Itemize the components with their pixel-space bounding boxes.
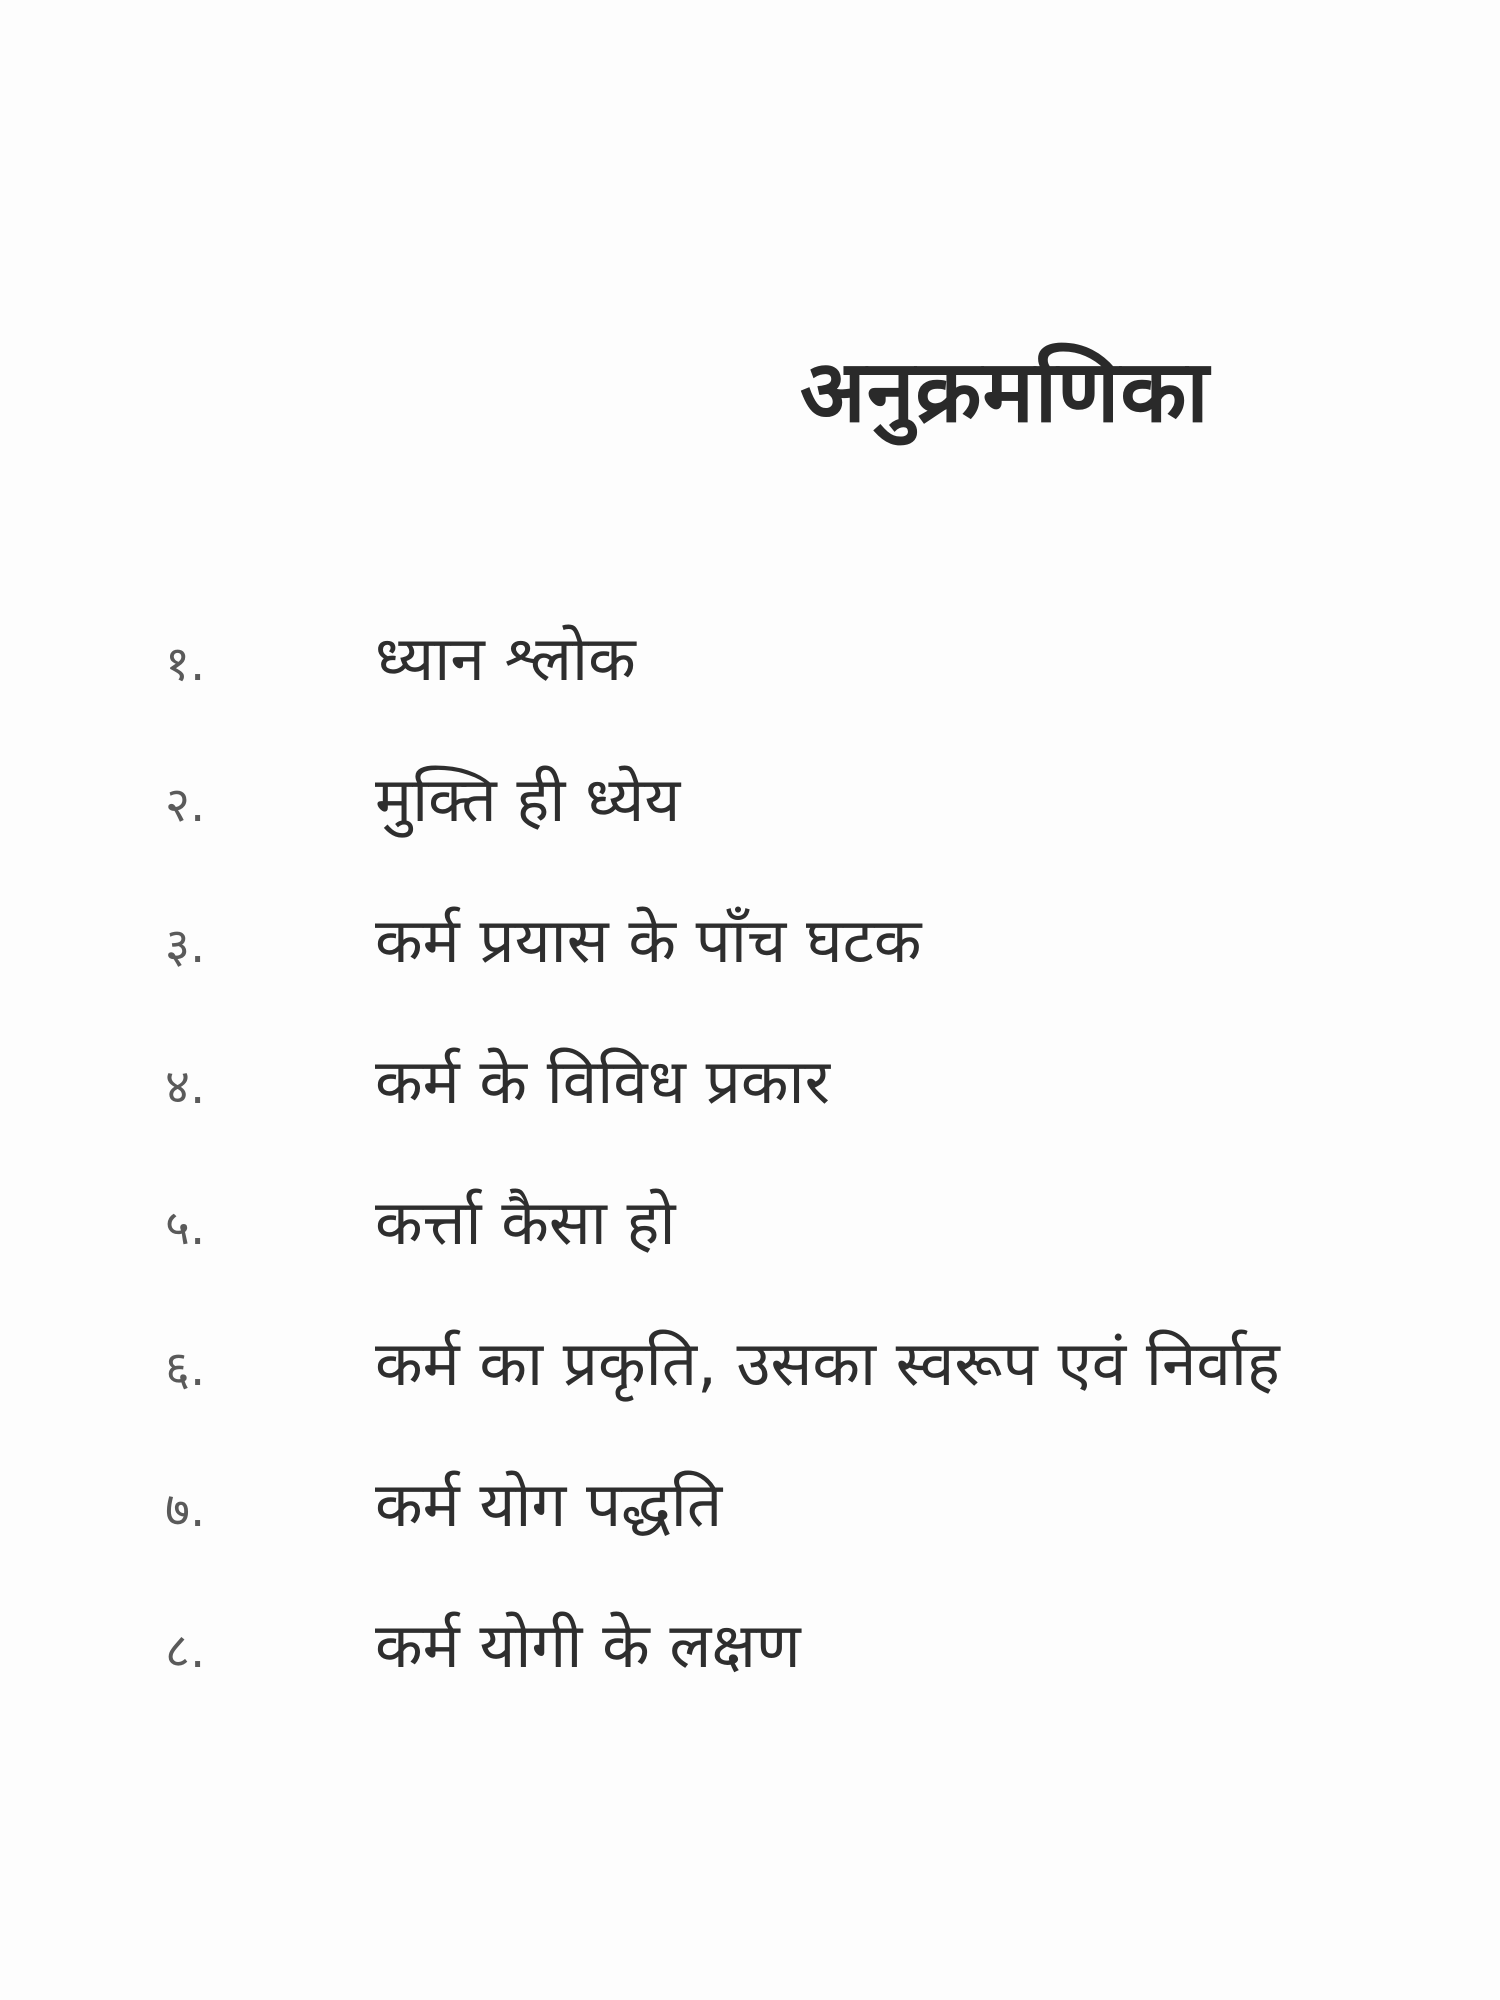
toc-item-number: ३. xyxy=(165,918,206,974)
toc-item-number: ६. xyxy=(165,1341,206,1397)
toc-item xyxy=(165,1602,1445,1743)
toc-item-number: १. xyxy=(165,636,206,692)
toc-item-title: कर्म योग पद्धति xyxy=(375,1468,723,1541)
page-title: अनुक्रमणिका xyxy=(800,342,1210,442)
toc-item-title: ध्यान श्लोक xyxy=(375,622,636,695)
toc-item xyxy=(165,756,1445,897)
toc-item xyxy=(165,1179,1445,1320)
toc-item xyxy=(165,897,1445,1038)
toc-item-number: २. xyxy=(165,777,206,833)
toc-item-number: ४. xyxy=(165,1059,206,1115)
toc-item-title: कर्म का प्रकृति, उसका स्वरूप एवं निर्वाह xyxy=(375,1327,1280,1400)
toc-item-title: कर्म योगी के लक्षण xyxy=(375,1609,801,1682)
toc-item xyxy=(165,615,1445,756)
toc-item-title: मुक्ति ही ध्येय xyxy=(375,763,681,836)
toc-item-title: कर्त्ता कैसा हो xyxy=(375,1186,676,1259)
toc-item xyxy=(165,1038,1445,1179)
toc-item xyxy=(165,1461,1445,1602)
toc-item-title: कर्म प्रयास के पाँच घटक xyxy=(375,904,922,977)
table-of-contents xyxy=(165,615,1445,1743)
toc-item xyxy=(165,1320,1445,1461)
toc-item-number: ७. xyxy=(165,1482,206,1538)
toc-item-title: कर्म के विविध प्रकार xyxy=(375,1045,830,1118)
toc-item-number: ५. xyxy=(165,1200,206,1256)
toc-item-number: ८. xyxy=(165,1623,206,1679)
